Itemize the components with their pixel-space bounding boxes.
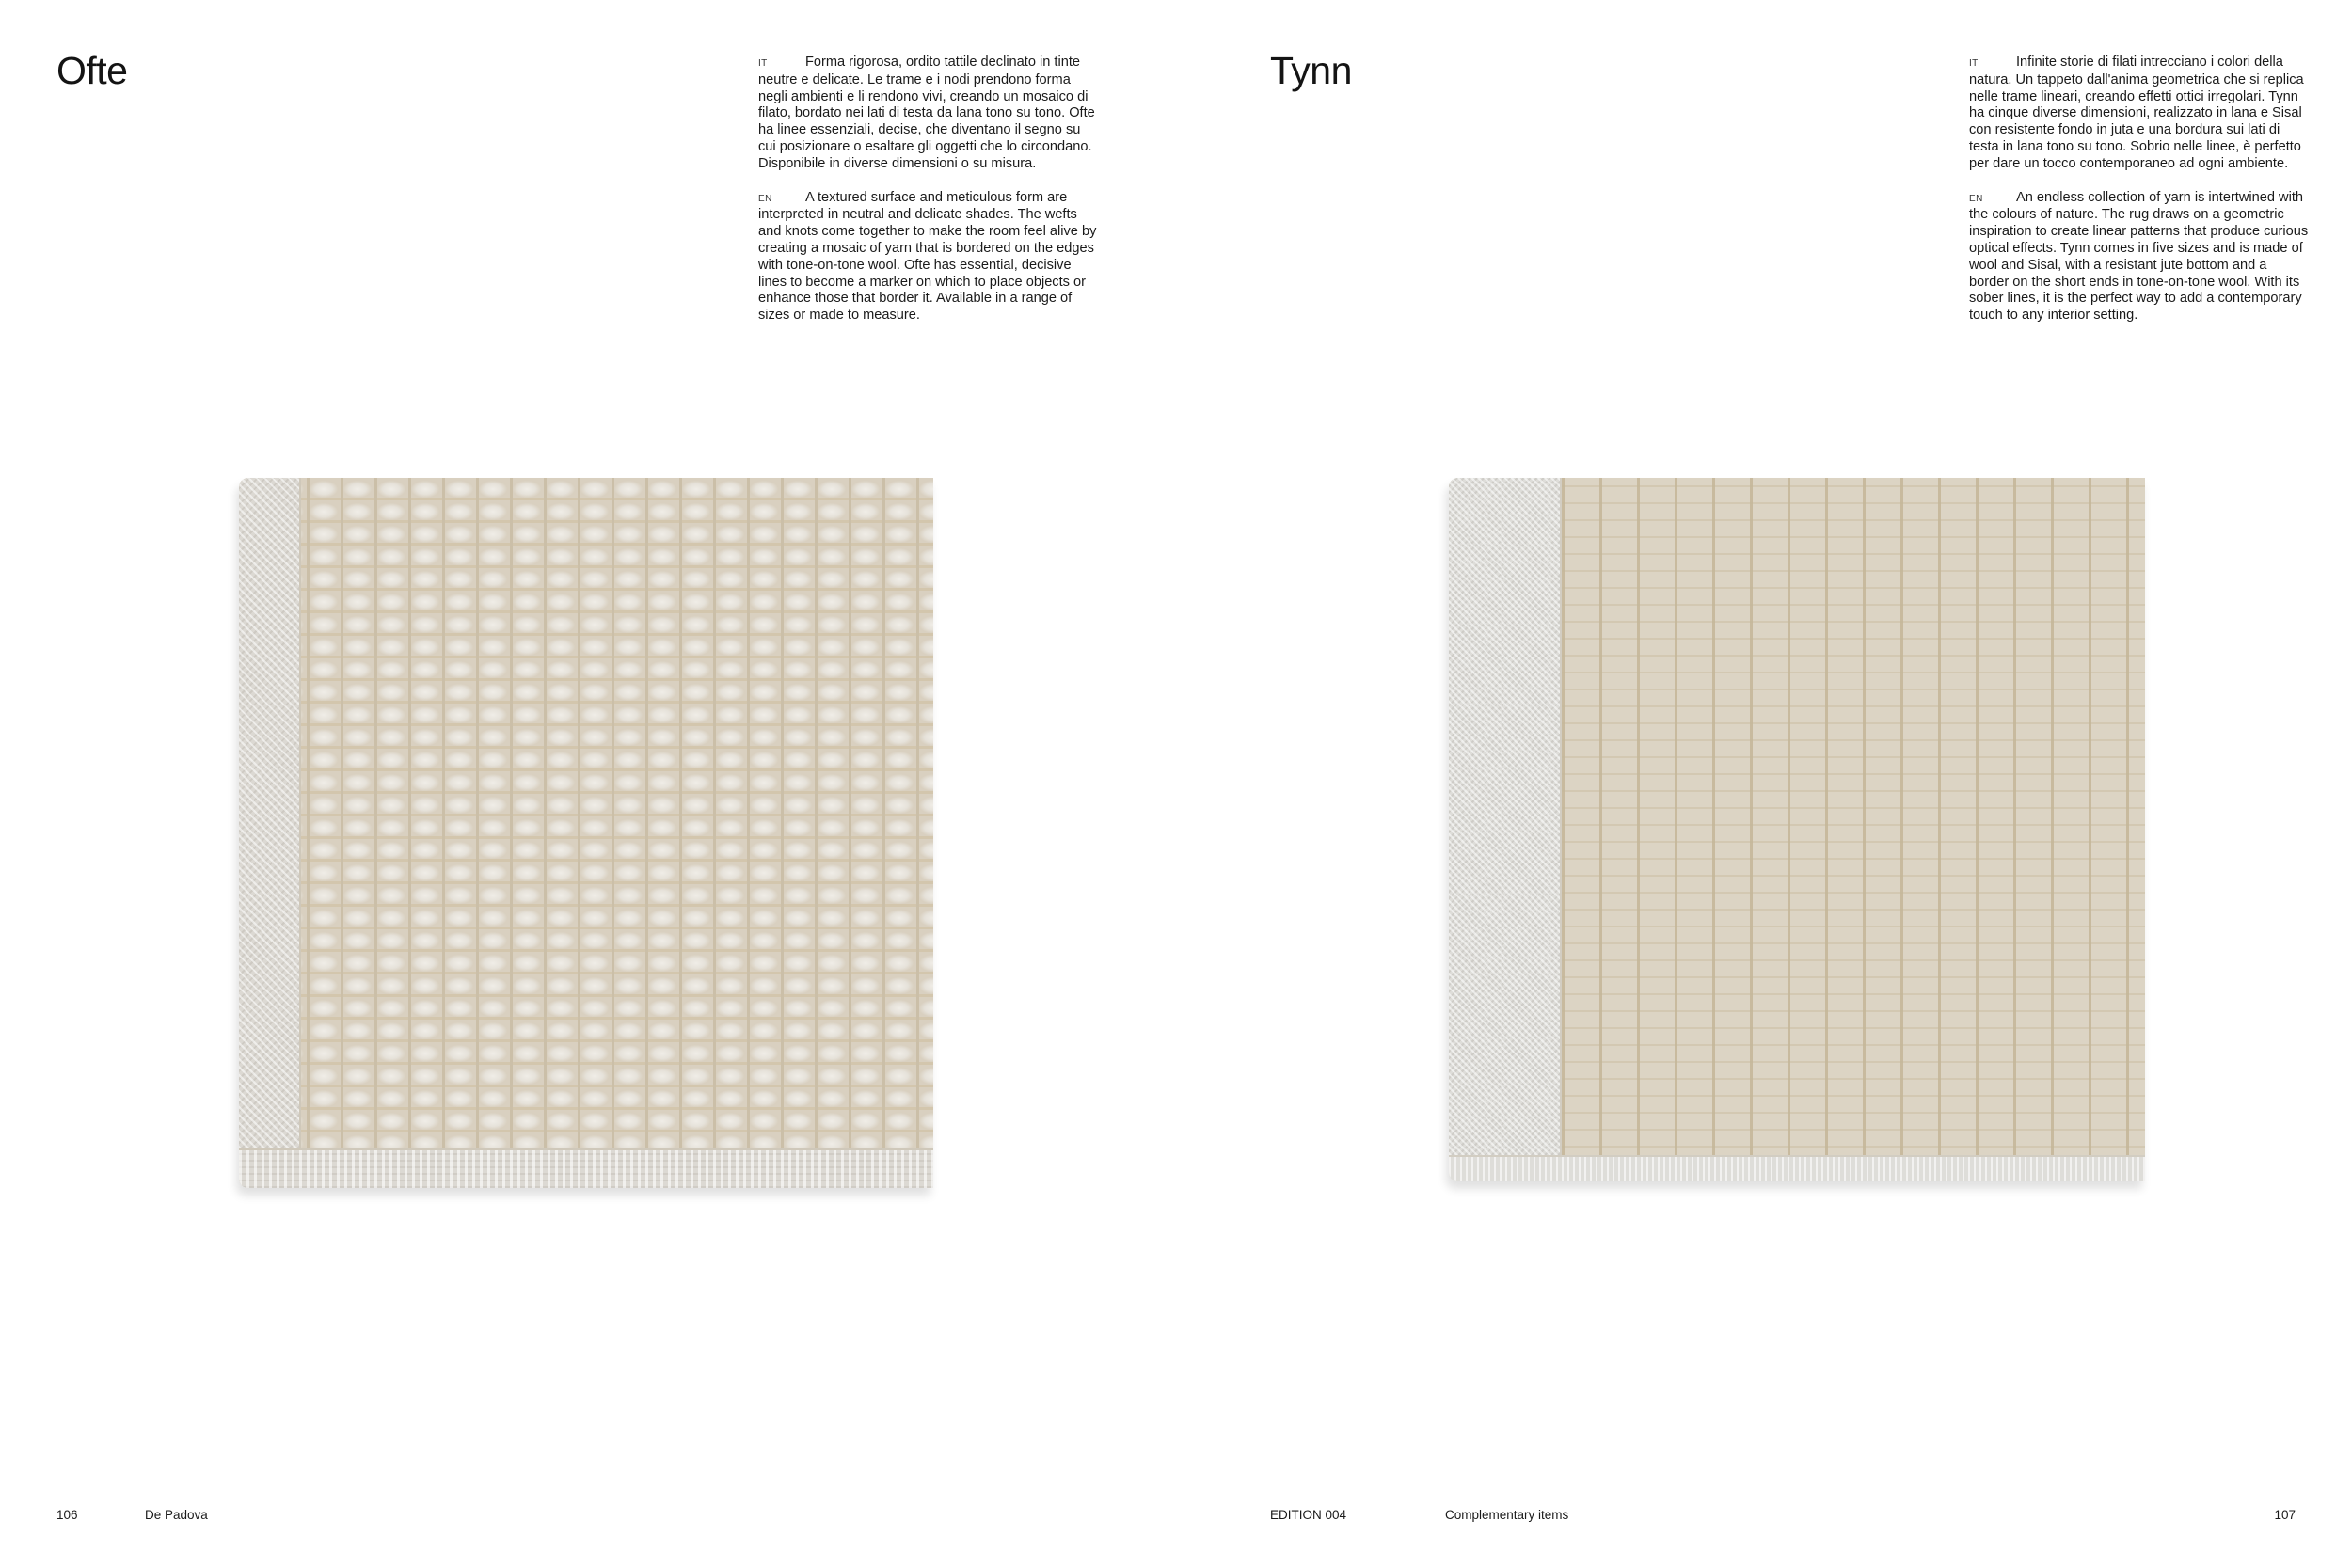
product-title-tynn: Tynn <box>1270 49 1352 92</box>
language-tag-en: EN <box>1969 193 1983 204</box>
edition-label: EDITION 004 <box>1270 1508 1347 1522</box>
ofte-wool-border-bottom <box>239 1148 933 1188</box>
section-label: Complementary items <box>1445 1508 1569 1522</box>
italian-paragraph <box>758 55 1099 173</box>
brand-name: De Padova <box>145 1508 208 1522</box>
right-page <box>1176 0 2352 1568</box>
ofte-wool-border-left <box>239 478 301 1188</box>
product-title-ofte: Ofte <box>56 49 128 92</box>
italian-paragraph <box>1969 55 2310 173</box>
italian-text: Forma rigorosa, ordito tattile declinato in tinte neutre e delicate. Le trame e i nodi prendono forma negli ambienti e li rendono vivi, creando un mosaico di filato, bordato nei lati di testa da lana tono su tono. Ofte ha linee essenziali, decise, che diventano il segno su cui posizionare o esaltare gli oggetti che lo circondano. Disponibile in diverse dimensioni o su misura. <box>758 55 1095 171</box>
ofte-knot-texture <box>239 478 933 1188</box>
tynn-wool-border-left <box>1449 478 1562 1181</box>
language-tag-en: EN <box>758 193 772 204</box>
page-number-left: 106 <box>56 1508 78 1522</box>
english-text: An endless collection of yarn is intertwined with the colours of nature. The rug draws on a geometric inspiration to create linear patterns that produce curious optical effects. Tynn comes in five sizes and is made of wool and Sisal, with a resistant jute bottom and a border on the short ends in tone-on-tone wool. With its sober lines, it is the perfect way to add a contemporary touch to any interior setting. <box>1969 189 2309 324</box>
product-description-tynn <box>1969 55 2310 341</box>
product-description-ofte <box>758 55 1099 341</box>
english-paragraph <box>1969 190 2310 325</box>
tynn-rug-swatch-image <box>1449 478 2145 1181</box>
italian-text: Infinite storie di filati intrecciano i colori della natura. Un tappeto dall'anima geometrica che si replica nelle trame lineari, creando effetti ottici irregolari. Tynn ha cinque diverse dimensioni, realizzato in lana e Sisal con resistente fondo in juta e una bordura sui lati di testa in lana tono su tono. Sobrio nelle linee, è perfetto per dare un tocco contemporaneo ad ogni ambiente. <box>1969 55 2304 171</box>
page-number-right: 107 <box>2274 1508 2296 1522</box>
ofte-rug-swatch-image <box>239 478 933 1188</box>
english-text: A textured surface and meticulous form are interpreted in neutral and delicate shades. The wefts and knots come together to make the room feel alive by creating a mosaic of yarn that is bordered on the edges with tone-on-tone wool. Ofte has essential, decisive lines to become a marker on which to place objects or enhance those that border it. Available in a range of sizes or made to measure. <box>758 189 1097 324</box>
tynn-wool-border-bottom <box>1449 1155 2145 1181</box>
language-tag-it: IT <box>1969 58 1979 69</box>
language-tag-it: IT <box>758 58 768 69</box>
english-paragraph <box>758 190 1099 325</box>
